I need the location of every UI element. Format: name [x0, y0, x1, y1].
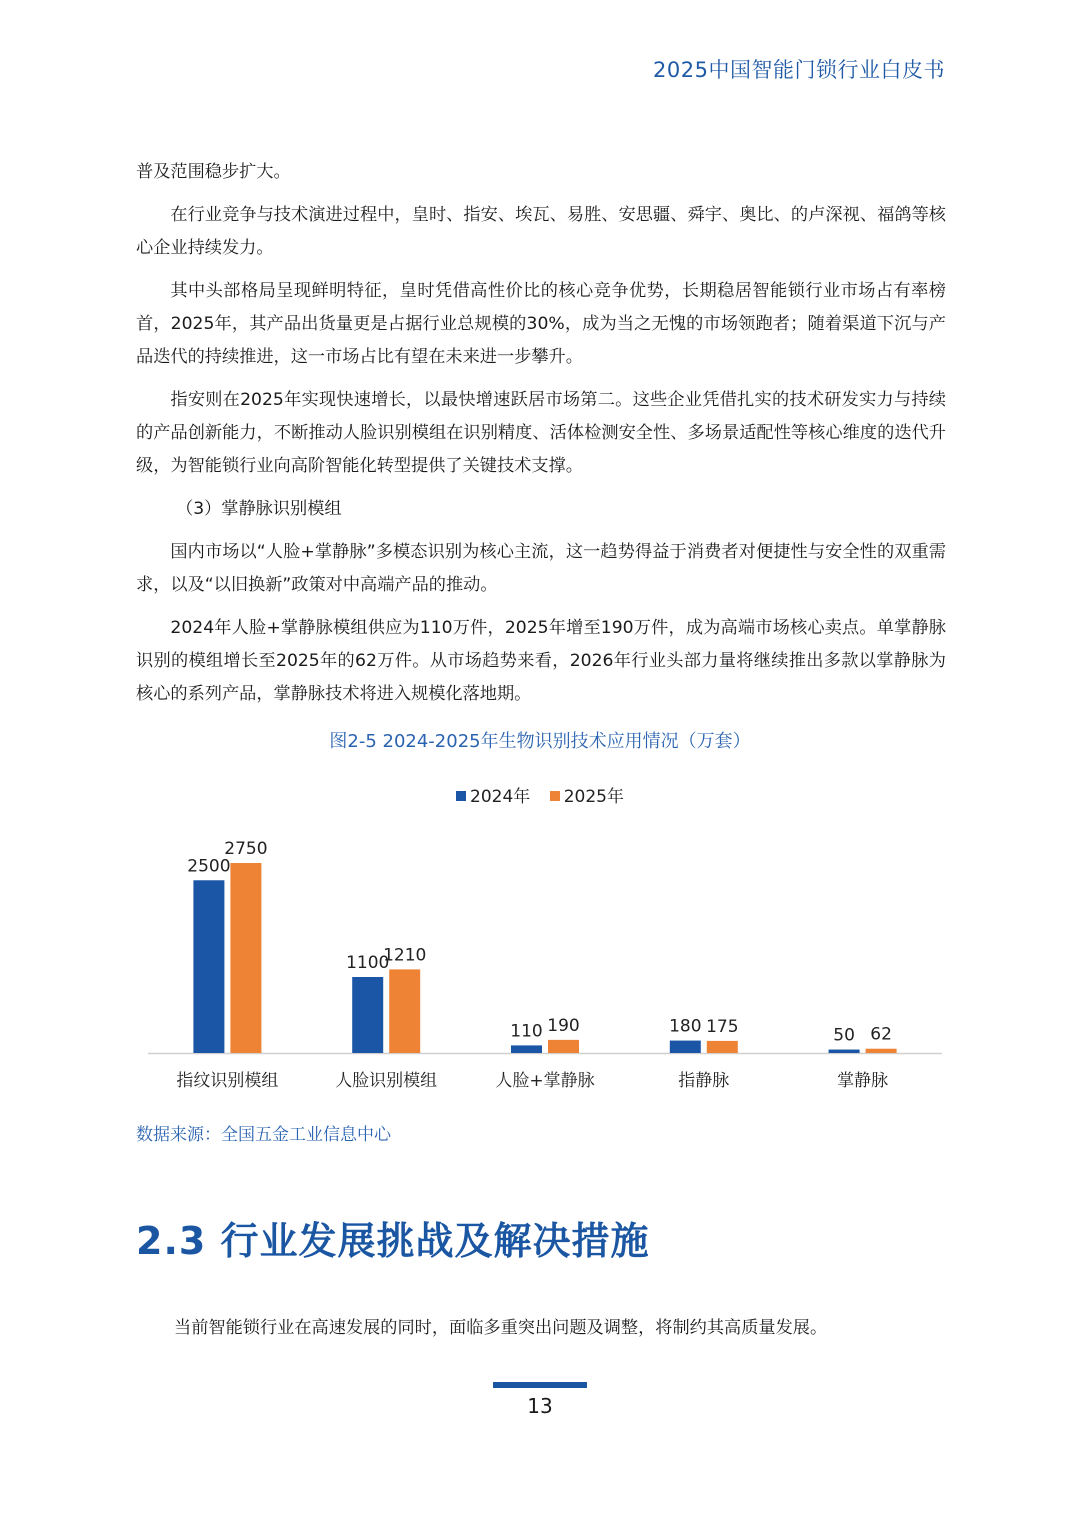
paragraph-palm-vein-supply: 2024年人脸+掌静脉模组供应为110万件，2025年增至190万件，成为高端市场核心卖点。单掌静脉识别的模组增长至2025年的62万件。从市场趋势来看，2026年行业头部力量将继续推出多款以掌静脉为核心的系列产品，掌静脉技术将进入规模化落地期。: [136, 618, 946, 704]
paragraph-multimodal: 国内市场以“人脸+掌静脉”多模态识别为核心主流，这一趋势得益于消费者对便捷性与安全性的双重需求，以及“以旧换新”政策对中高端产品的推动。: [136, 542, 946, 595]
data-label-2025-4: 62: [870, 1024, 892, 1045]
data-label-2025-0: 2750: [224, 839, 268, 859]
data-label-2024-4: 50: [833, 1025, 855, 1046]
category-label-4: 掌静脉: [837, 1071, 889, 1091]
data-label-2025-2: 190: [547, 1015, 580, 1036]
bar-2024-1: [352, 977, 383, 1053]
bar-2024-2: [511, 1045, 542, 1053]
bar-2024-0: [193, 880, 224, 1053]
paragraph-zhian: 指安则在2025年实现快速增长，以最快增速跃居市场第二。这些企业凭借扎实的技术研发实力与持续的产品创新能力，不断推动人脸识别模组在识别精度、活体检测安全性、多场景适配性等核心维度的迭代升级，为智能锁行业向高阶智能化转型提供了关键技术支撑。: [136, 390, 946, 476]
data-label-2025-3: 175: [706, 1016, 739, 1037]
paragraph-market-leader: 其中头部格局呈现鲜明特征，皇时凭借高性价比的核心竞争优势，长期稳居智能锁行业市场占有率榜首，2025年，其产品出货量更是占据行业总规模的30%，成为当之无愧的市场领跑者；随着渠道下沉与产品迭代的持续推进，这一市场占比有望在未来进一步攀升。: [136, 281, 946, 367]
subheading-palm-vein: （3）掌静脉识别模组: [176, 499, 342, 519]
bar-2024-3: [670, 1041, 701, 1053]
bar-2025-2: [548, 1040, 579, 1053]
figure-title: 图2-5 2024-2025年生物识别技术应用情况（万套）: [329, 731, 751, 752]
legend-label-2025: 2025年: [563, 787, 624, 807]
category-label-2: 人脸+掌静脉: [495, 1071, 595, 1091]
section-heading: 2.3 行业发展挑战及解决措施: [136, 1219, 650, 1263]
document-header-title: 2025中国智能门锁行业白皮书: [653, 58, 945, 82]
data-label-2024-2: 110: [510, 1021, 543, 1042]
category-label-1: 人脸识别模组: [335, 1071, 438, 1091]
data-label-2024-1: 1100: [346, 953, 390, 973]
data-label-2025-1: 1210: [383, 945, 427, 966]
section-paragraph: 当前智能锁行业在高速发展的同时，面临多重突出问题及调整，将制约其高质量发展。: [174, 1318, 828, 1338]
data-label-2024-3: 180: [669, 1016, 702, 1037]
paragraph-companies: 在行业竞争与技术演进过程中，皇时、指安、埃瓦、易胜、安思疆、舜宇、奥比、的卢深视、福鸽等核心企业持续发力。: [136, 205, 946, 258]
data-label-2024-0: 2500: [187, 856, 231, 877]
bar-2025-1: [389, 969, 420, 1053]
page-number-bar: [493, 1382, 587, 1388]
category-label-0: 指纹识别模组: [176, 1071, 279, 1091]
paragraph-continuation: 普及范围稳步扩大。: [136, 162, 291, 182]
bar-2024-4: [829, 1050, 860, 1053]
bar-2025-3: [707, 1041, 738, 1053]
bar-2025-0: [230, 863, 261, 1053]
legend-label-2024: 2024年: [470, 787, 531, 807]
category-label-3: 指静脉: [678, 1071, 730, 1091]
page-number: 13: [527, 1394, 553, 1418]
figure-source: 数据来源：全国五金工业信息中心: [136, 1125, 391, 1145]
bar-2025-4: [866, 1049, 897, 1053]
